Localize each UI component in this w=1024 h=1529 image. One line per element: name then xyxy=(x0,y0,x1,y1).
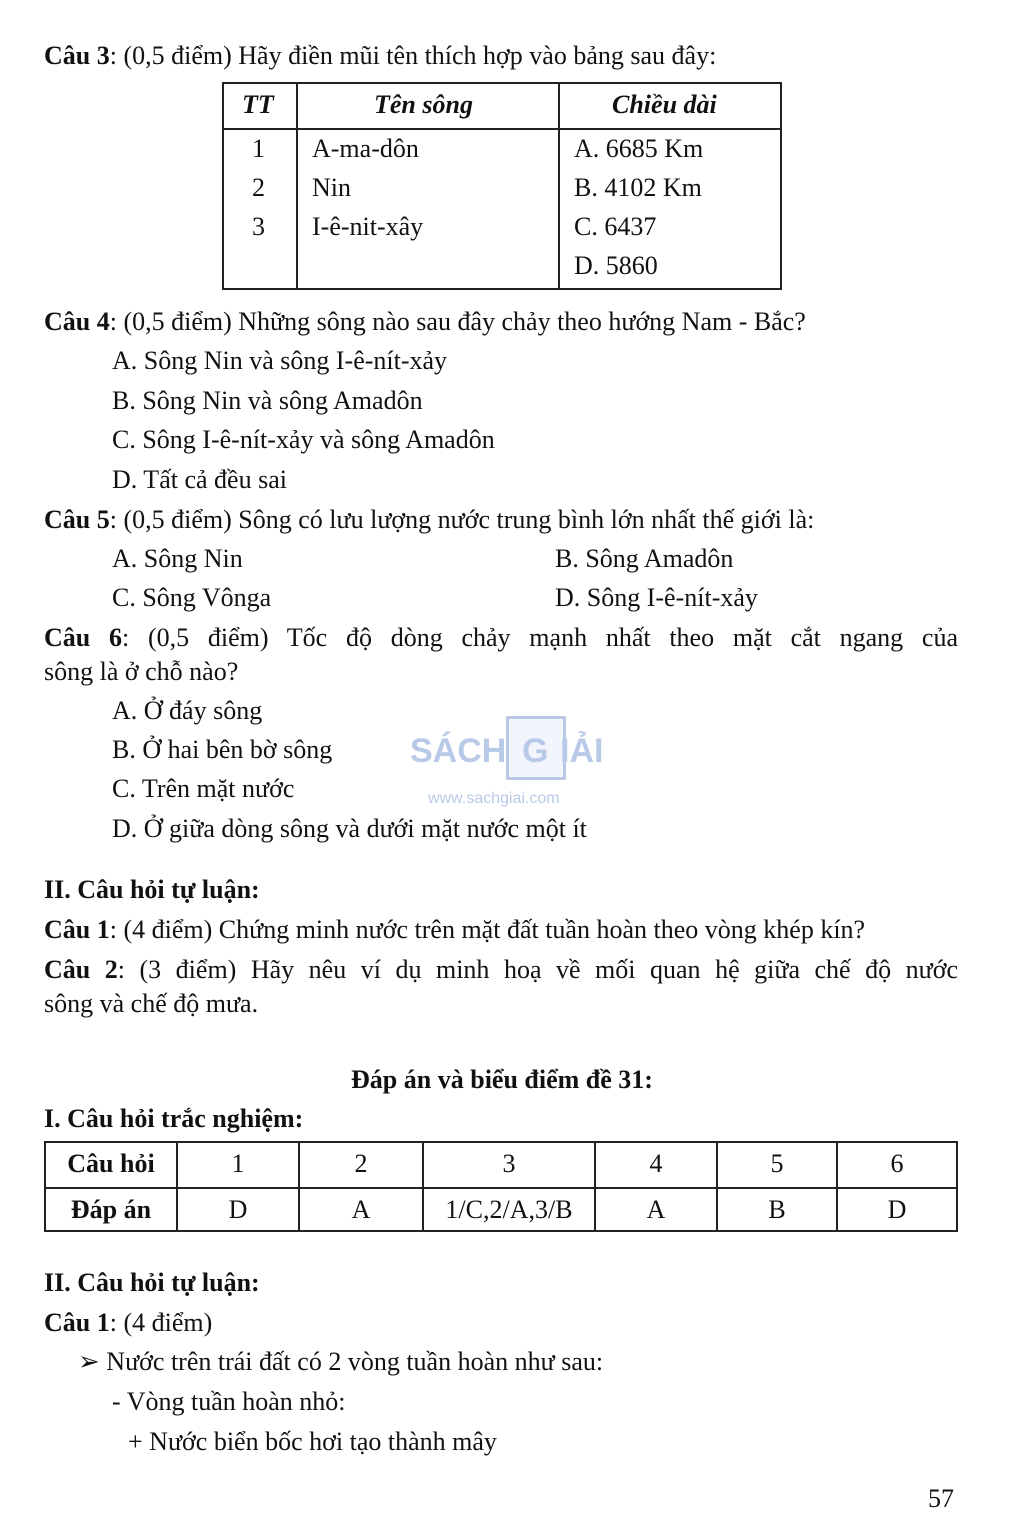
answers-bullet-text: Nước trên trái đất có 2 vòng tuần hoàn như sau: xyxy=(106,1347,604,1376)
q6-text-cont: sông là ở chỗ nào? xyxy=(44,657,239,686)
page-number: 57 xyxy=(928,1484,954,1513)
q4-heading xyxy=(44,306,806,337)
river-name: Nin xyxy=(312,173,351,202)
header-tt: TT xyxy=(242,90,274,119)
river-name: I-ê-nit-xây xyxy=(312,212,424,241)
river-length: A. 6685 Km xyxy=(574,134,704,163)
answer-key: B xyxy=(768,1195,786,1224)
q3-label: Câu 3 xyxy=(44,41,110,70)
question-number: 4 xyxy=(649,1149,663,1178)
river-length: C. 6437 xyxy=(574,212,657,241)
answers-sub2: + Nước biển bốc hơi tạo thành mây xyxy=(128,1427,497,1456)
row-index: 2 xyxy=(252,173,265,202)
q6-heading xyxy=(44,622,958,653)
essay-q2 xyxy=(44,954,958,985)
q4-option: D. Tất cả đều sai xyxy=(112,465,287,494)
q3-heading xyxy=(44,40,716,71)
river-name: A-ma-dôn xyxy=(312,134,419,163)
watermark-brand-left: SÁCH xyxy=(410,732,507,770)
sachgiai-watermark xyxy=(410,716,620,812)
row-index: 3 xyxy=(252,212,265,241)
q5-text: : (0,5 điểm) Sông có lưu lượng nước trung bình lớn nhất thế giới là: xyxy=(109,505,815,534)
answer-table-row-rule xyxy=(46,1187,956,1189)
rivers-table xyxy=(222,82,782,290)
question-number: 3 xyxy=(502,1149,516,1178)
q3-text: : (0,5 điểm) Hãy điền mũi tên thích hợp vào bảng sau đây: xyxy=(109,41,717,70)
mc-heading: I. Câu hỏi trắc nghiệm: xyxy=(44,1104,304,1133)
q6-text: : (0,5 điểm) Tốc độ dòng chảy mạnh nhất theo mặt cắt ngang của xyxy=(122,623,958,652)
q6-option: D. Ở giữa dòng sông và dưới mặt nước một ít xyxy=(112,814,587,843)
watermark-brand-right: IẢI xyxy=(560,732,604,770)
q6-option: A. Ở đáy sông xyxy=(112,696,263,725)
q5-label: Câu 5 xyxy=(44,505,110,534)
essay-q1-label: Câu 1 xyxy=(44,915,110,944)
answer-key: 1/C,2/A,3/B xyxy=(445,1195,573,1224)
question-number: 5 xyxy=(770,1149,784,1178)
answers-bullet xyxy=(78,1346,603,1377)
row-index: 1 xyxy=(252,134,265,163)
answer-key: D xyxy=(228,1195,248,1224)
answers-c1 xyxy=(44,1307,212,1338)
q5-option: A. Sông Nin xyxy=(112,544,243,573)
question-number: 2 xyxy=(354,1149,368,1178)
answer-key: D xyxy=(887,1195,907,1224)
answers-sub1: - Vòng tuần hoàn nhỏ: xyxy=(112,1387,346,1416)
q4-option: C. Sông I-ê-nít-xảy và sông Amadôn xyxy=(112,425,495,454)
arrow-bullet-icon: ➢ xyxy=(78,1347,100,1376)
essay-q2-cont: sông và chế độ mưa. xyxy=(44,989,259,1018)
rivers-table-divider xyxy=(296,84,298,288)
answer-key: A xyxy=(351,1195,371,1224)
answers-essay-heading: II. Câu hỏi tự luận: xyxy=(44,1268,260,1297)
q6-option: C. Trên mặt nước xyxy=(112,774,295,803)
q5-option: B. Sông Amadôn xyxy=(555,544,734,573)
rivers-table-header-rule xyxy=(224,128,780,130)
answers-c1-label: Câu 1 xyxy=(44,1308,110,1337)
answers-c1-points: : (4 điểm) xyxy=(109,1308,213,1337)
q5-heading xyxy=(44,504,814,535)
essay-q1 xyxy=(44,914,865,945)
q4-label: Câu 4 xyxy=(44,307,110,336)
answer-key-table xyxy=(44,1141,958,1232)
rivers-table-divider xyxy=(558,84,560,288)
q4-option: B. Sông Nin và sông Amadôn xyxy=(112,386,423,415)
river-length: B. 4102 Km xyxy=(574,173,702,202)
header-length: Chiều dài xyxy=(612,90,717,119)
q4-text: : (0,5 điểm) Những sông nào sau đây chảy theo hướng Nam - Bắc? xyxy=(109,307,806,336)
question-number: 6 xyxy=(890,1149,904,1178)
answers-title: Đáp án và biểu điểm đề 31: xyxy=(351,1065,653,1094)
question-number: 1 xyxy=(231,1149,245,1178)
q6-option: B. Ở hai bên bờ sông xyxy=(112,735,333,764)
row-label-answers: Đáp án xyxy=(70,1195,152,1224)
essay-q2-text: : (3 điểm) Hãy nêu ví dụ minh hoạ về mối quan hệ giữa chế độ nước xyxy=(117,955,958,984)
q5-option: C. Sông Vônga xyxy=(112,583,272,612)
essay-q2-label: Câu 2 xyxy=(44,955,118,984)
q4-option: A. Sông Nin và sông I-ê-nít-xảy xyxy=(112,346,448,375)
header-river-name: Tên sông xyxy=(374,90,473,119)
essay-q1-text: : (4 điểm) Chứng minh nước trên mặt đất tuần hoàn theo vòng khép kín? xyxy=(109,915,866,944)
essay-heading: II. Câu hỏi tự luận: xyxy=(44,875,260,904)
row-label-questions: Câu hỏi xyxy=(67,1149,155,1178)
q6-label: Câu 6 xyxy=(44,623,122,652)
river-length: D. 5860 xyxy=(574,251,658,280)
q5-option: D. Sông I-ê-nít-xảy xyxy=(555,583,758,612)
answer-key: A xyxy=(646,1195,666,1224)
watermark-brand-mid: G xyxy=(522,732,549,770)
watermark-url: www.sachgiai.com xyxy=(428,790,560,807)
